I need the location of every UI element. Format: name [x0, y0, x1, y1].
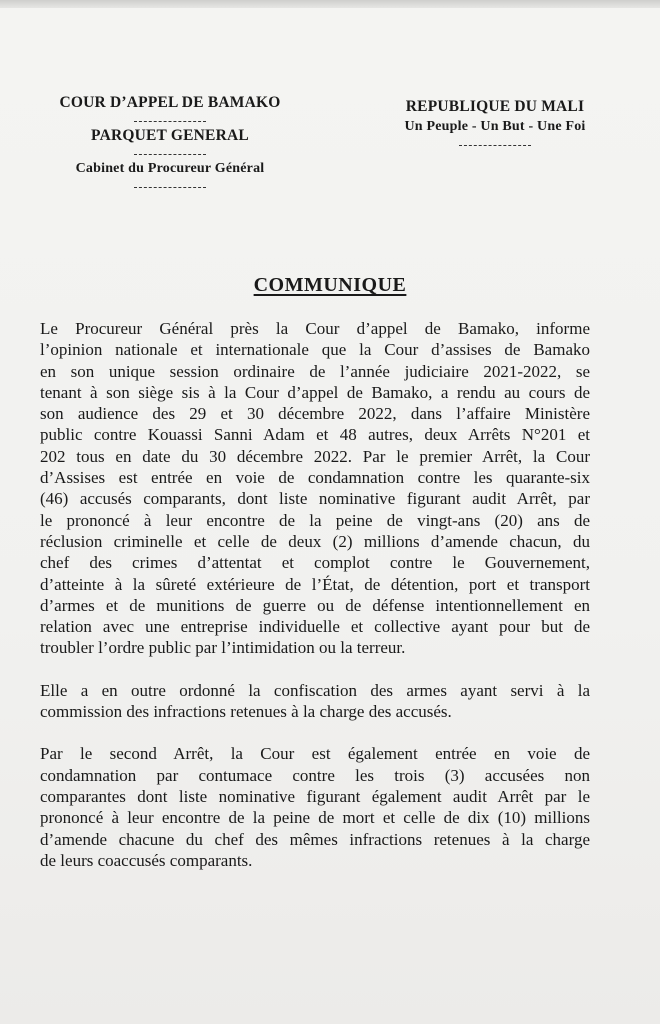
communique-body	[40, 318, 590, 871]
paragraph-line: son audience des 29 et 30 décembre 2022, dans l’affaire Ministère	[40, 404, 590, 424]
paragraph-line: public contre Kouassi Sanni Adam et 48 autres, deux Arrêts N°201 et	[40, 425, 590, 445]
header-divider	[134, 113, 206, 122]
country-name: REPUBLIQUE DU MALI	[405, 98, 585, 115]
paragraph-line: comparantes dont liste nominative figurant également audit Arrêt par le	[40, 786, 590, 806]
paragraph-line: tenant à son siège sis à la Cour d’appel de Bamako, a rendu au cours de	[40, 382, 590, 402]
document-title-wrap	[0, 274, 660, 297]
cabinet-name: Cabinet du Procureur Général	[75, 161, 265, 176]
paragraph	[40, 318, 590, 659]
paragraph-line: condamnation par contumace contre les trois (3) accusées non	[40, 765, 590, 785]
issuer-header	[30, 93, 310, 188]
paragraph-line: de leurs coaccusés comparants.	[40, 850, 253, 870]
paragraph-line: d’armes et de munitions de guerre ou de défense intentionnellement en	[40, 595, 590, 615]
paragraph-line: d’atteinte à la sûreté extérieure de l’État, de détention, port et transport	[40, 574, 590, 594]
paragraph-line: (46) accusés comparants, dont liste nominative figurant audit Arrêt, par	[40, 489, 590, 509]
paragraph-line: commission des infractions retenues à la charge des accusés.	[40, 702, 452, 722]
paragraph-line: l’opinion nationale et internationale que la Cour d’assises de Bamako	[40, 340, 590, 360]
national-motto: Un Peuple - Un But - Une Foi	[404, 119, 586, 134]
paragraph-line: le prononcé à leur encontre de la peine de vingt-ans (20) ans de	[40, 510, 590, 530]
paragraph-line: troubler l’ordre public par l’intimidation ou la terreur.	[40, 638, 406, 658]
paragraph-line: chef des crimes d’attentat et complot contre le Gouvernement,	[40, 553, 590, 573]
paragraph-line: Elle a en outre ordonné la confiscation des armes ayant servi à la	[40, 680, 590, 700]
paragraph-line: en son unique session ordinaire de l’année judiciaire 2021-2022, se	[40, 361, 590, 381]
office-name: PARQUET GENERAL	[91, 127, 249, 144]
state-header	[370, 97, 620, 146]
paragraph	[40, 680, 590, 723]
paragraph-line: 202 tous en date du 30 décembre 2022. Par le premier Arrêt, la Cour	[40, 446, 590, 466]
paragraph	[40, 743, 590, 871]
page-top-edge	[0, 0, 660, 8]
header-divider	[134, 146, 206, 155]
header-divider	[459, 137, 531, 146]
header-divider	[134, 179, 206, 188]
paragraph-line: Par le second Arrêt, la Cour est également entrée en voie de	[40, 744, 590, 764]
paragraph-line: prononcé à leur encontre de la peine de mort et celle de dix (10) millions	[40, 808, 590, 828]
paragraph-line: d’Assises est entrée en voie de condamnation contre les quarante-six	[40, 468, 590, 488]
document-title: COMMUNIQUE	[253, 274, 407, 296]
paragraph-line: Le Procureur Général près la Cour d’appel de Bamako, informe	[40, 319, 590, 338]
paragraph-line: réclusion criminelle et celle de deux (2) millions d’amende chacun, du	[40, 531, 590, 551]
paragraph-line: relation avec une entreprise individuelle et collective ayant pour but de	[40, 617, 590, 637]
court-name: COUR D’APPEL DE BAMAKO	[59, 94, 281, 111]
paragraph-line: d’amende chacune du chef des mêmes infractions retenues à la charge	[40, 829, 590, 849]
